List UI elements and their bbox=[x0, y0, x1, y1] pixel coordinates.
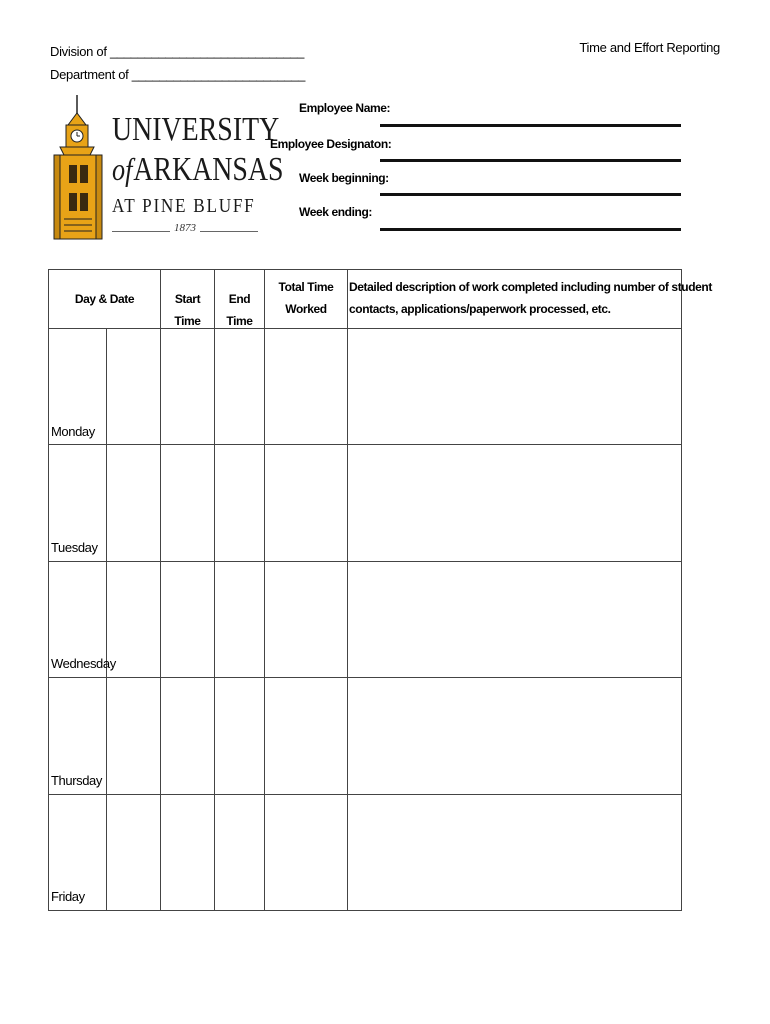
header-description-line2: contacts, applications/paperwork processed, etc. bbox=[349, 302, 611, 316]
logo-year: 1873 bbox=[174, 222, 196, 234]
day-label-wednesday: Wednesday bbox=[51, 656, 116, 671]
division-field[interactable]: Division of ____________________________ bbox=[50, 44, 305, 59]
header-left bbox=[50, 40, 305, 86]
logo-of: of bbox=[112, 151, 133, 187]
week-ending-field[interactable] bbox=[380, 228, 681, 231]
header-row-divider bbox=[49, 328, 681, 329]
col-divider-total bbox=[347, 270, 348, 910]
header-total-time bbox=[265, 276, 347, 320]
row-divider-2 bbox=[49, 561, 681, 562]
col-divider-day bbox=[106, 329, 107, 910]
week-beginning-label: Week beginning: bbox=[299, 171, 389, 185]
week-beginning-field[interactable] bbox=[380, 193, 681, 196]
header-description-line1: Detailed description of work completed including number of student bbox=[349, 280, 712, 294]
day-label-tuesday: Tuesday bbox=[51, 540, 98, 555]
employee-designation-field[interactable] bbox=[380, 159, 681, 162]
employee-designation-label: Employee Designaton: bbox=[270, 137, 392, 151]
logo-arkansas bbox=[112, 151, 284, 189]
row-divider-4 bbox=[49, 794, 681, 795]
col-divider-date bbox=[160, 270, 161, 910]
header-start-time: Start Time bbox=[174, 292, 201, 328]
col-divider-end bbox=[264, 270, 265, 910]
header-day-date: Day & Date bbox=[74, 292, 135, 306]
header-description bbox=[349, 276, 712, 320]
day-label-monday: Monday bbox=[51, 424, 95, 439]
row-divider-3 bbox=[49, 677, 681, 678]
logo-pine-bluff: AT PINE BLUFF bbox=[112, 195, 256, 217]
university-logo bbox=[50, 95, 284, 240]
logo-rule-left bbox=[112, 231, 170, 232]
header-total-time-line1: Total Time bbox=[278, 280, 334, 294]
week-ending-label: Week ending: bbox=[299, 205, 372, 219]
timesheet-table bbox=[48, 269, 712, 911]
employee-name-label: Employee Name: bbox=[299, 101, 391, 115]
header-end-time: End Time bbox=[226, 292, 253, 328]
logo-rule-right bbox=[200, 231, 258, 232]
col-divider-start bbox=[214, 270, 215, 910]
row-divider-1 bbox=[49, 444, 681, 445]
clock-tower-icon bbox=[50, 95, 105, 240]
logo-arkansas-text: ARKANSAS bbox=[133, 151, 284, 188]
report-title: Time and Effort Reporting bbox=[579, 40, 720, 55]
logo-university: UNIVERSITY bbox=[112, 111, 280, 148]
employee-name-field[interactable] bbox=[380, 124, 681, 127]
day-label-thursday: Thursday bbox=[51, 773, 102, 788]
header-total-time-line2: Worked bbox=[285, 302, 327, 316]
day-label-friday: Friday bbox=[51, 889, 85, 904]
department-field[interactable]: Department of _________________________ bbox=[50, 67, 306, 82]
